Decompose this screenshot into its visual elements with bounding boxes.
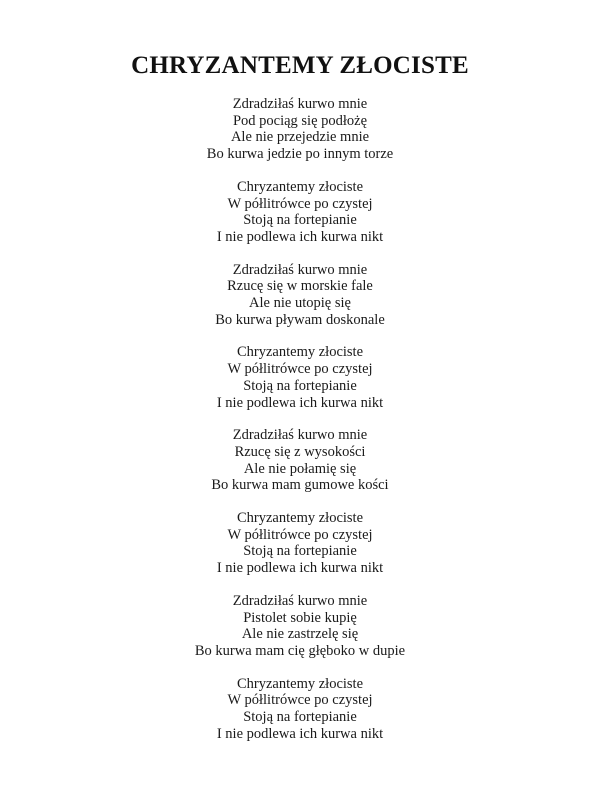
lyric-line: I nie podlewa ich kurwa nikt	[216, 394, 384, 411]
lyric-line: I nie podlewa ich kurwa nikt	[216, 560, 384, 577]
lyric-line: Zdradziłaś kurwo mnie	[232, 592, 368, 609]
lyric-line: Ale nie zastrzelę się	[241, 626, 359, 643]
lyric-line: Zdradziłaś kurwo mnie	[232, 261, 368, 278]
lyric-line: Pistolet sobie kupię	[243, 609, 357, 626]
lyric-line: W półlitrówce po czystej	[227, 195, 373, 212]
stanza	[0, 510, 600, 577]
lyric-line: Zdradziłaś kurwo mnie	[232, 96, 368, 112]
stanza	[0, 427, 600, 494]
lyric-line: Rzucę się w morskie fale	[227, 278, 373, 295]
stanza	[0, 96, 600, 163]
lyric-line: Stoją na fortepianie	[243, 377, 357, 394]
lyric-line: I nie podlewa ich kurwa nikt	[216, 725, 384, 742]
stanza	[0, 179, 600, 246]
lyric-line: Stoją na fortepianie	[243, 709, 357, 726]
lyric-line: Ale nie utopię się	[249, 295, 351, 312]
lyric-line: Ale nie przejedzie mnie	[230, 129, 370, 146]
lyric-line: Chryzantemy złociste	[236, 675, 364, 692]
stanza	[0, 593, 600, 660]
lyric-line: Zdradziłaś kurwo mnie	[232, 427, 368, 444]
lyric-line: Bo kurwa mam cię głęboko w dupie	[194, 642, 406, 659]
lyric-line: Chryzantemy złociste	[236, 510, 364, 527]
lyric-line: Bo kurwa jedzie po innym torze	[206, 146, 394, 163]
lyric-line: Bo kurwa mam gumowe kości	[211, 477, 389, 494]
lyric-line: Chryzantemy złociste	[236, 344, 364, 361]
lyric-line: I nie podlewa ich kurwa nikt	[216, 228, 384, 245]
lyric-line: W półlitrówce po czystej	[227, 692, 373, 709]
lyrics-body	[0, 96, 600, 759]
lyric-line: W półlitrówce po czystej	[227, 361, 373, 378]
lyric-line: Bo kurwa pływam doskonale	[215, 311, 385, 328]
stanza	[0, 262, 600, 329]
song-title: CHRYZANTEMY ZŁOCISTE	[131, 52, 469, 79]
stanza	[0, 344, 600, 411]
lyric-line: Stoją na fortepianie	[243, 212, 357, 229]
lyric-line: Pod pociąg się podłożę	[232, 112, 368, 129]
lyric-line: Ale nie połamię się	[243, 460, 357, 477]
lyric-line: Stoją na fortepianie	[243, 543, 357, 560]
lyric-line: Chryzantemy złociste	[236, 178, 364, 195]
lyric-line: W półlitrówce po czystej	[227, 526, 373, 543]
lyric-line: Rzucę się z wysokości	[234, 443, 366, 460]
stanza	[0, 676, 600, 743]
